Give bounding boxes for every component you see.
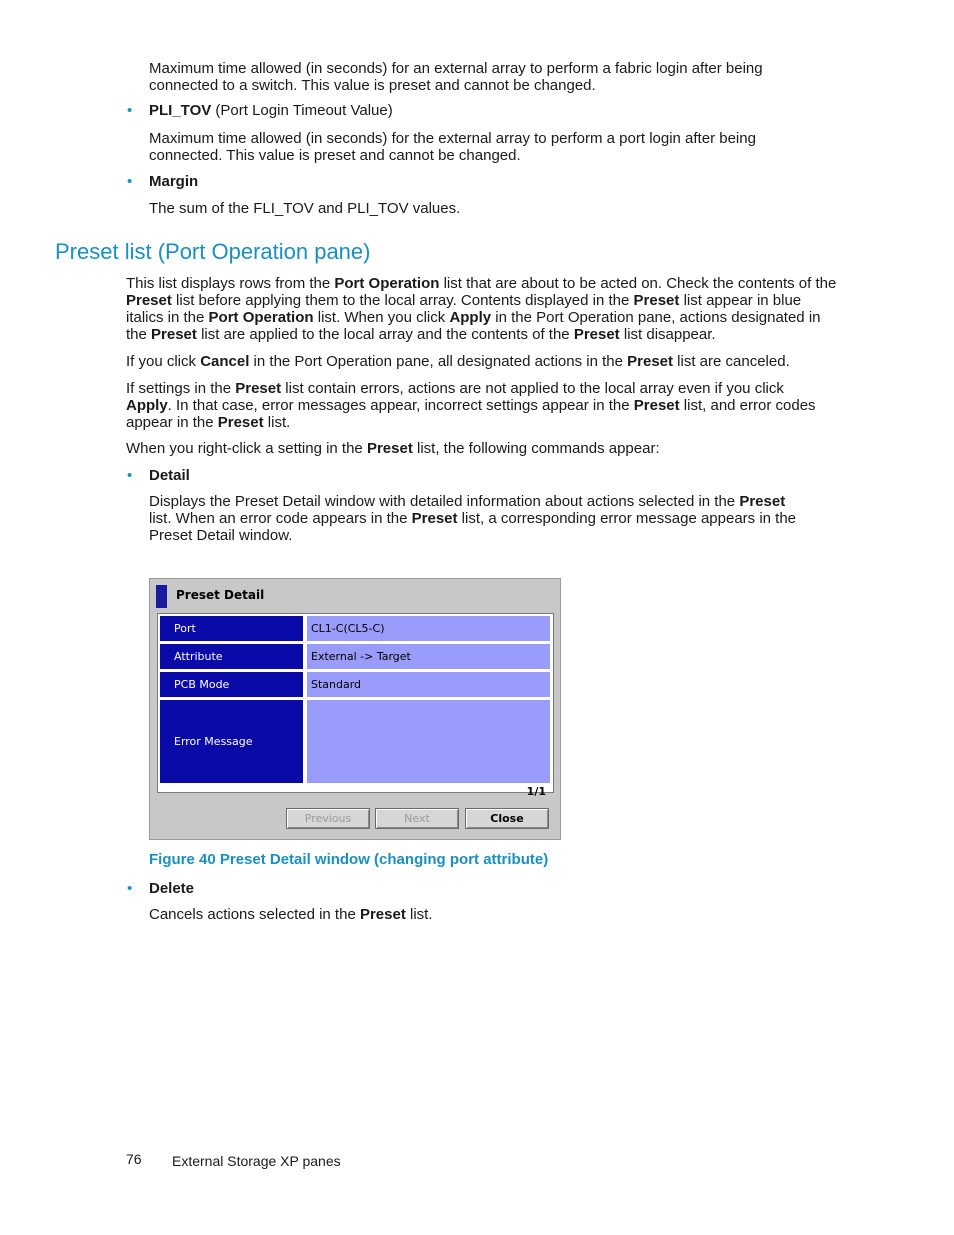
row-value-pcb-mode: Standard (307, 672, 550, 697)
margin-term: Margin (149, 173, 199, 190)
row-label-pcb-mode: PCB Mode (160, 672, 303, 697)
page-indicator: 1/1 (526, 785, 546, 798)
paragraph-preset-list: This list displays rows from the Port Operation list that are about to be acted on. Check the contents of the Preset list before applying them to the local array. Contents displayed in the Preset list appear in blue italics in the Port Operation list. When you click Apply in the Port Operation pane, actions designated in the Preset list are applied to the local array and the contents of the Preset list disappear. (126, 275, 837, 343)
paragraph-errors: If settings in the Preset list contain errors, actions are not applied to the local array even if you click Apply. In that case, error messages appear, incorrect settings appear in the Preset list, and error codes appear in the Preset list. (126, 380, 816, 431)
next-button[interactable]: Next (375, 808, 459, 829)
preset-detail-window (149, 578, 561, 840)
close-button[interactable]: Close (465, 808, 549, 829)
bullet-icon: • (127, 467, 133, 484)
row-label-error-message: Error Message (160, 700, 303, 783)
row-value-attribute: External -> Target (307, 644, 550, 669)
pli-description: Maximum time allowed (in seconds) for the external array to perform a port login after being connected. This value is preset and cannot be changed. (149, 130, 756, 164)
window-title: Preset Detail (176, 588, 265, 602)
section-heading: Preset list (Port Operation pane) (55, 239, 371, 264)
paragraph-right-click: When you right-click a setting in the Preset list, the following commands appear: (126, 440, 660, 457)
window-title-marker (156, 585, 167, 608)
detail-term: Detail (149, 467, 190, 484)
fli-description: Maximum time allowed (in seconds) for an external array to perform a fabric login after being connected to a switch. This value is preset and cannot be changed. (149, 60, 763, 94)
pli-term: PLI_TOV (Port Login Timeout Value) (149, 102, 393, 119)
row-value-error-message (307, 700, 550, 783)
row-label-port: Port (160, 616, 303, 641)
bullet-icon: • (127, 173, 133, 190)
previous-button[interactable]: Previous (286, 808, 370, 829)
bullet-icon: • (127, 880, 133, 897)
detail-panel (157, 613, 554, 793)
margin-description: The sum of the FLI_TOV and PLI_TOV values. (149, 200, 461, 217)
delete-term: Delete (149, 880, 195, 897)
bullet-icon: • (127, 102, 133, 119)
footer-section: External Storage XP panes (172, 1153, 341, 1169)
delete-description: Cancels actions selected in the Preset list. (149, 906, 433, 923)
page-number: 76 (126, 1151, 142, 1167)
detail-description: Displays the Preset Detail window with detailed information about actions selected in the Preset list. When an error code appears in the Preset list, a corresponding error message appears in the Preset Detail window. (149, 493, 797, 544)
figure-caption: Figure 40 Preset Detail window (changing port attribute) (149, 851, 549, 868)
row-value-port: CL1-C(CL5-C) (307, 616, 550, 641)
paragraph-cancel: If you click Cancel in the Port Operation pane, all designated actions in the Preset list are canceled. (126, 353, 790, 370)
row-label-attribute: Attribute (160, 644, 303, 669)
